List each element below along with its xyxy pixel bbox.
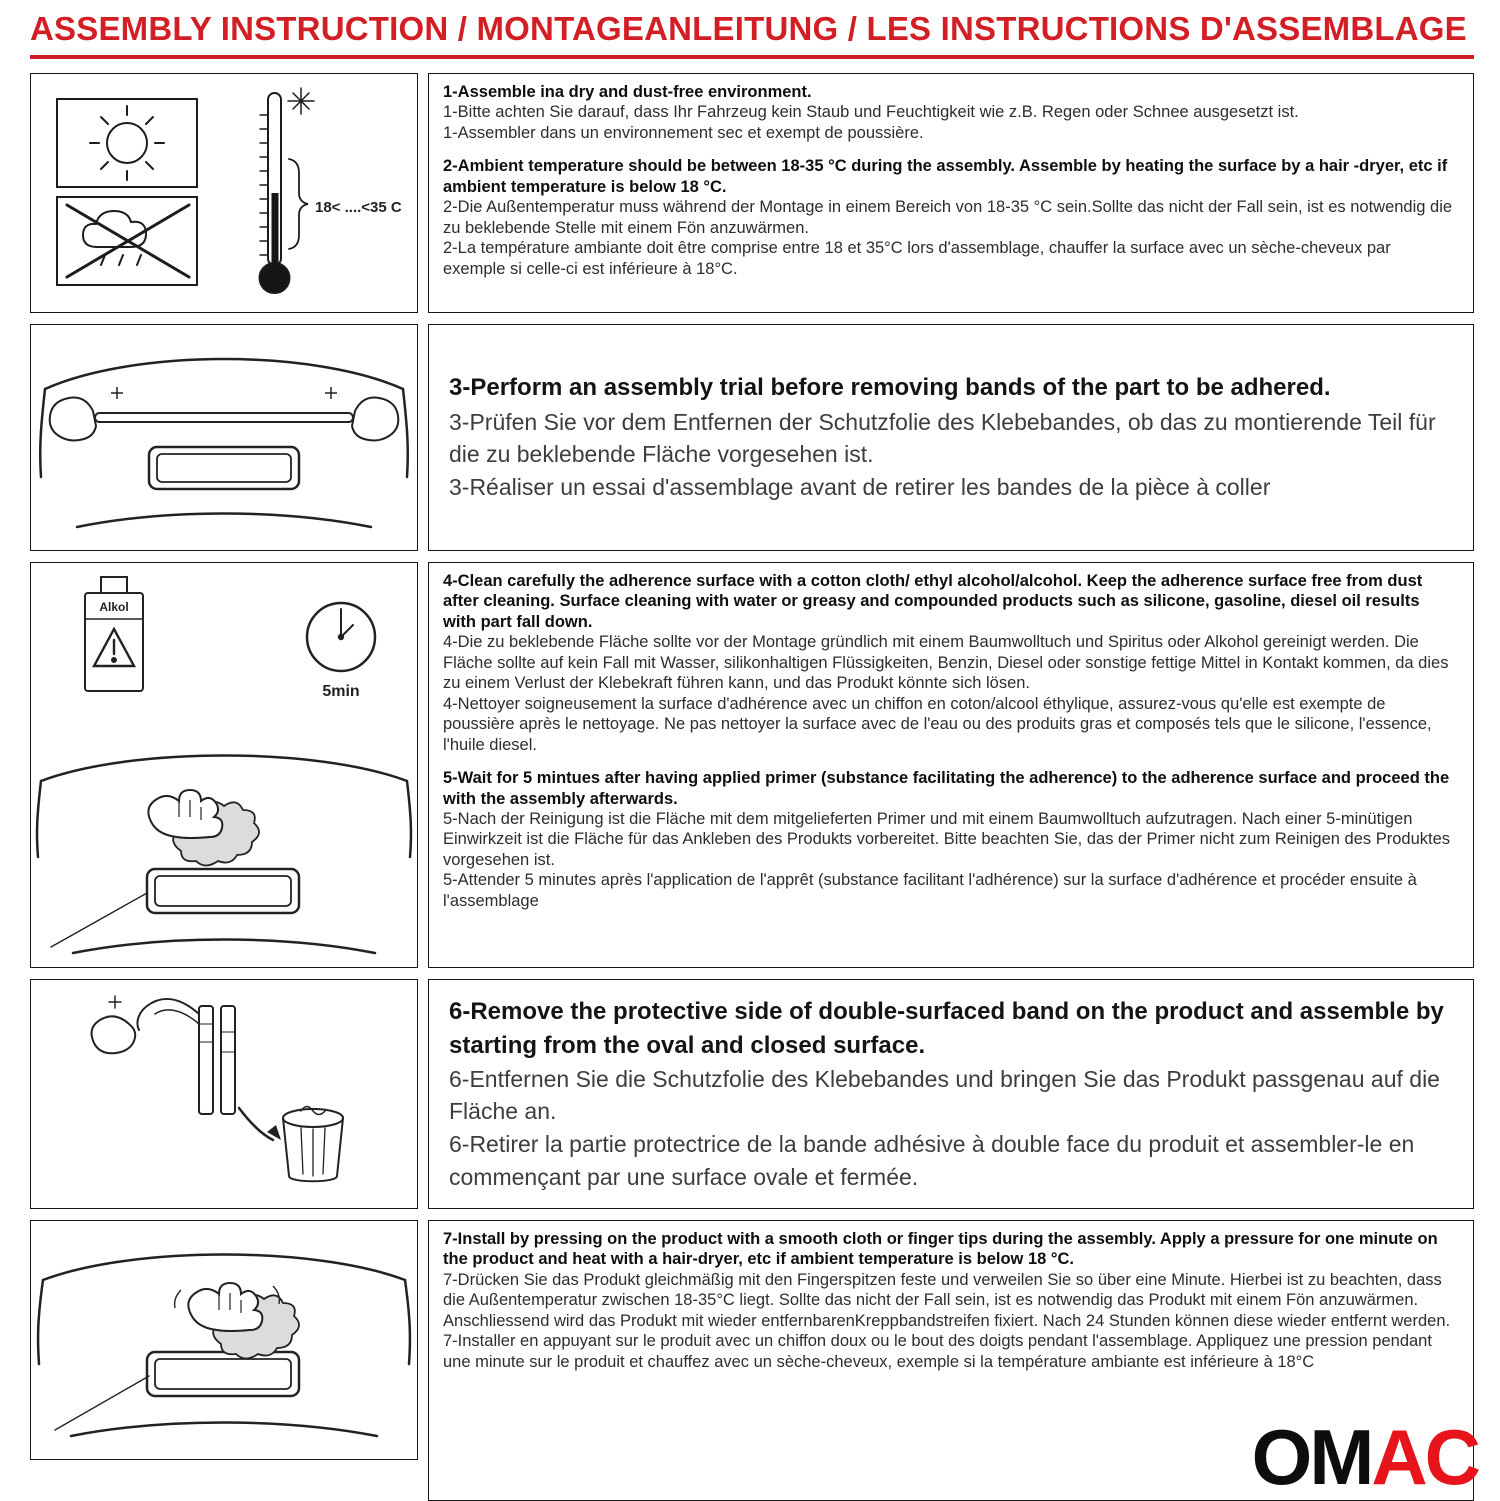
- left-hand-icon: [50, 398, 96, 441]
- step-1-fr: 1-Assembler dans un environnement sec et exempt de poussière.: [443, 123, 924, 142]
- bottle-label: Alkol: [99, 600, 129, 614]
- illustration-press-install: [30, 1220, 418, 1460]
- clock-label: 5min: [322, 683, 360, 700]
- step-2-fr: 2-La température ambiante doit être comprise entre 18 et 35°C lors d'assemblage, chauffer la surface avec un sèche-cheveux par exemple si celle-ci est inférieure à 18°C.: [443, 239, 1391, 278]
- step-1-en: 1-Assemble ina dry and dust-free environment.: [443, 83, 812, 101]
- range-brace: [289, 159, 308, 249]
- step-5-en: 5-Wait for 5 mintues after having applied primer (substance facilitating the adherence) to the adherence surface and proceed the with the assembly afterwards.: [443, 769, 1450, 808]
- illustration-assembly-trial: [30, 324, 418, 551]
- warning-triangle-icon: [94, 629, 134, 666]
- omac-logo-black: OM: [1251, 1413, 1372, 1501]
- step-7-en: 7-Install by pressing on the product with a smooth cloth or finger tips during the assembly. Apply a pressure for one minute on the product and heat with a hair-dryer, etc if ambient temperature is below 18 °C.: [443, 1230, 1438, 1269]
- clean-surface-figure: [31, 563, 417, 967]
- step-6-de: 6-Entfernen Sie die Schutzfolie des Klebebandes und bringen Sie das Produkt passgenau auf die Fläche an.: [449, 1065, 1440, 1125]
- step-5-de: 5-Nach der Reinigung ist die Fläche mit dem mitgelieferten Primer und mit einem Baumwolltuch aufzutragen. Nach einer 5-minütigen Einwirkzeit ist die Fläche für das Ankleben des Produkts vorbereitet. Bitte beachten Sie, das der Primer nicht zum Reinigen des Produktes vorgesehen ist.: [443, 809, 1451, 869]
- instruction-text-2: [428, 324, 1474, 551]
- header: [30, 10, 1474, 59]
- step-3-en: 3-Perform an assembly trial before removing bands of the part to be adhered.: [449, 374, 1331, 402]
- omac-logo: [1251, 1413, 1478, 1501]
- instruction-text-1: [428, 73, 1474, 313]
- step-4-en: 4-Clean carefully the adherence surface with a cotton cloth/ ethyl alcohol/alcohol. Keep the adherence surface free from dust after cleaning. Surface cleaning with water or greasy and compounded products such as silicone, gasoline, diesel oil results with part fall down.: [443, 572, 1423, 631]
- adhesive-strips: [199, 1006, 235, 1114]
- instruction-row-3: [30, 562, 1474, 968]
- step-3-de: 3-Prüfen Sie vor dem Entfernen der Schutzfolie des Klebebandes, ob das zu montierende Teil für die zu beklebende Fläche vorgesehen ist.: [449, 408, 1436, 468]
- step-7-de: 7-Drücken Sie das Produkt gleichmäßig mit den Fingerspitzen feste und verweilen Sie so über eine Minute. Hierbei ist zu beachten, dass die Außentemperatur zwischen 18-35°C liegt. Sollte das nicht der Fall sein, ist es notwendig das Produkt mit einem Fön anzuwärmen. Anschliessend wird das Produkt mit wieder entfernbarenKreppbandstreifen fixiert. Nach 24 Stunden können diese wieder entfernt werden.: [443, 1270, 1451, 1330]
- omac-logo-red: AC: [1371, 1413, 1478, 1501]
- step-5-fr: 5-Attender 5 minutes après l'application de l'apprêt (substance facilitant l'adhérence) sur la surface d'adhérence et procéder ensuite à l'assemblage: [443, 871, 1417, 910]
- clock-icon: [307, 603, 375, 671]
- pressing-hand-icon: [175, 1283, 299, 1359]
- step-4-fr: 4-Nettoyer soigneusement la surface d'adhérence avec un chiffon en coton/alcool éthylique, assurez-vous qu'elle est exempte de poussière après le nettoyage. Ne pas nettoyer la surface avec de l'eau ou des produits gras et composés tels que le silicone, l'essence, l'huile diesel.: [443, 694, 1432, 754]
- peeling-hand-icon: [92, 1016, 136, 1053]
- sun-icon: [57, 99, 197, 187]
- step-7-fr: 7-Installer en appuyant sur le produit avec un chiffon doux ou le bout des doigts pendant l'assemblage. Appliquez une pression pendant une minute sur le produit et chauffez avec un sèche-cheveux, exemple si la température ambiante est inférieure à 18°C: [443, 1332, 1432, 1371]
- right-hand-icon: [352, 398, 398, 441]
- environment-temperature-figure: [31, 74, 417, 312]
- arrow-icon: [239, 1108, 273, 1140]
- snowflake-icon: [288, 88, 314, 114]
- instruction-row-4: [30, 979, 1474, 1209]
- peeled-film: [137, 999, 199, 1030]
- step-1-de: 1-Bitte achten Sie darauf, dass Ihr Fahrzeug kein Staub und Feuchtigkeit wie z.B. Regen oder Schnee ausgesetzt ist.: [443, 103, 1299, 122]
- step-3-fr: 3-Réaliser un essai d'assemblage avant de retirer les bandes de la pièce à coller: [449, 473, 1271, 500]
- instruction-row-1: [30, 73, 1474, 313]
- alcohol-bottle-icon: [85, 577, 143, 691]
- thermometer-icon: [260, 88, 315, 293]
- step-6-fr: 6-Retirer la partie protectrice de la bande adhésive à double face du produit et assembler-le en commençant par une surface ovale et fermée.: [449, 1131, 1415, 1190]
- illustration-remove-band: [30, 979, 418, 1209]
- assembly-trial-figure: [31, 325, 417, 550]
- temp-range-label: 18< ....<35 C: [315, 199, 402, 216]
- wiping-hand-icon: [148, 790, 259, 866]
- sparkle-icon: [109, 996, 121, 1008]
- page-title: ASSEMBLY INSTRUCTION / MONTAGEANLEITUNG / LES INSTRUCTIONS D'ASSEMBLAGE: [30, 10, 1467, 47]
- car-trunk-outline: [40, 359, 408, 527]
- instruction-row-2: [30, 324, 1474, 551]
- trim-strip: [95, 413, 353, 422]
- step-4-de: 4-Die zu beklebende Fläche sollte vor der Montage gründlich mit einem Baumwolltuch und Spiritus oder Alkohol gereinigt werden. Die Fläche sollte auf kein Fall mit Wasser, silikonhaltigen Flüssigkeiten, Benzin, Diesel oder sonstige fettige Mittel in Kontakt kommen, da dies zu einem Verlust der Klebekraft führen kann, und das Produkt könnte sich lösen.: [443, 633, 1449, 693]
- step-2-en: 2-Ambient temperature should be between 18-35 °C during the assembly. Assemble by heating the surface by a hair -dryer, etc if ambient temperature is below 18 °C.: [443, 157, 1448, 196]
- title-underline: [30, 55, 1474, 59]
- illustration-environment-temperature: [30, 73, 418, 313]
- step-6-en: 6-Remove the protective side of double-surfaced band on the product and assemble by starting from the oval and closed surface.: [449, 997, 1444, 1059]
- no-rain-icon: [57, 197, 197, 285]
- sparkle-icons: [111, 387, 337, 399]
- step-2-de: 2-Die Außentemperatur muss während der Montage in einem Bereich von 18-35 °C sein.Sollte das nicht der Fall sein, ist es notwendig die zu beklebende Stelle mit einem Fön anzuwärmen.: [443, 198, 1453, 237]
- trash-can-icon: [283, 1107, 343, 1182]
- instruction-text-4: [428, 979, 1474, 1209]
- instruction-text-3: [428, 562, 1474, 968]
- press-install-figure: [31, 1221, 417, 1459]
- illustration-clean-surface: [30, 562, 418, 968]
- remove-band-figure: [31, 980, 417, 1208]
